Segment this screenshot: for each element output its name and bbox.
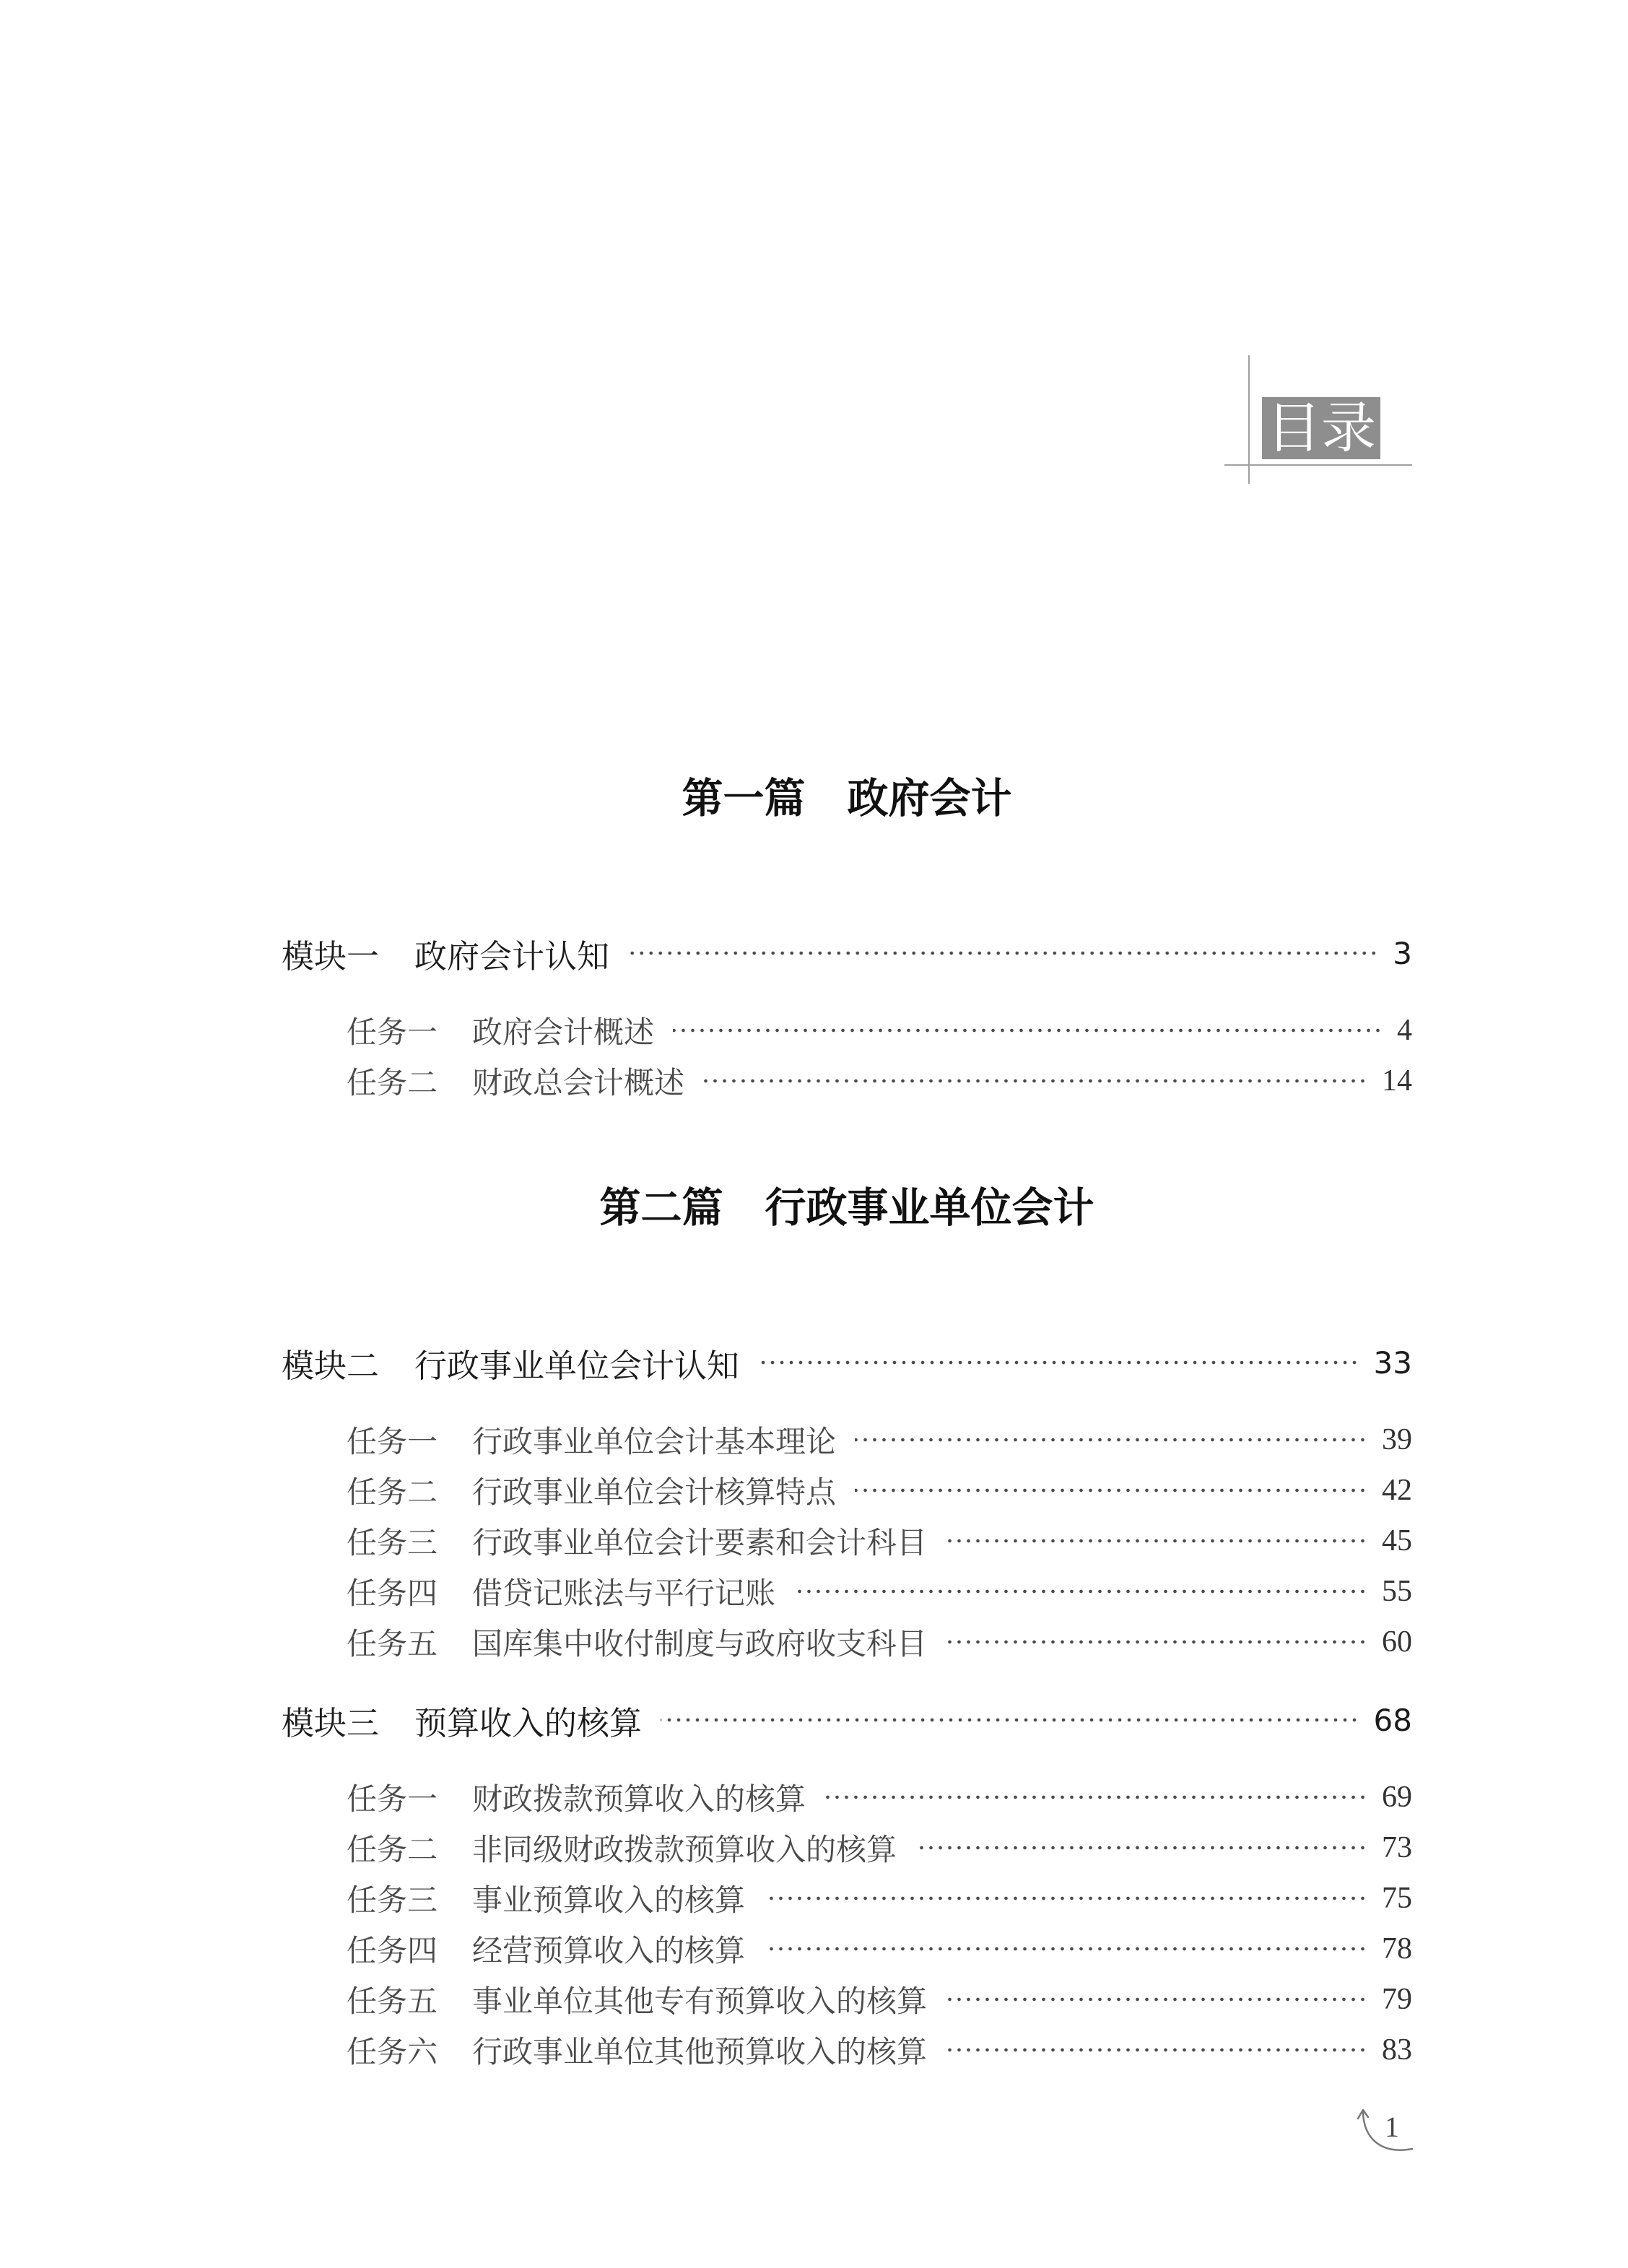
task-entry xyxy=(282,1822,1412,1873)
dot-leader xyxy=(794,1589,1367,1594)
task-title: 非同级财政拨款预算收入的核算 xyxy=(472,1832,897,1867)
part-title xyxy=(282,762,1412,835)
toc-heading: 目录 xyxy=(1262,397,1380,459)
task-entry xyxy=(282,1617,1412,1667)
task-title: 财政拨款预算收入的核算 xyxy=(472,1781,806,1817)
task-label: 任务三 xyxy=(347,1525,438,1560)
task-label: 任务二 xyxy=(347,1065,438,1100)
module-entry xyxy=(282,1337,1412,1388)
task-page-number: 69 xyxy=(1382,1781,1412,1814)
task-list xyxy=(282,1005,1412,1106)
toc-part xyxy=(282,762,1412,1106)
task-page-number: 83 xyxy=(1382,2033,1412,2067)
toc-module xyxy=(282,1337,1412,1667)
module-label: 模块三 xyxy=(282,1703,380,1742)
task-list xyxy=(282,1772,1412,2075)
task-page-number: 73 xyxy=(1382,1831,1412,1864)
task-label: 任务五 xyxy=(347,1984,438,2019)
task-title: 财政总会计概述 xyxy=(472,1065,685,1100)
dot-leader xyxy=(764,1946,1367,1952)
task-title: 借贷记账法与平行记账 xyxy=(472,1576,776,1611)
module-entry xyxy=(282,928,1412,978)
task-page-number: 78 xyxy=(1382,1932,1412,1965)
task-page-number: 42 xyxy=(1382,1474,1412,1507)
module-page-number: 33 xyxy=(1373,1344,1412,1381)
task-entry xyxy=(282,1005,1412,1056)
module-label: 模块一 xyxy=(282,937,380,976)
task-entry xyxy=(282,1772,1412,1822)
task-title: 行政事业单位会计核算特点 xyxy=(472,1474,837,1510)
task-label: 任务一 xyxy=(347,1424,438,1459)
toc-part xyxy=(282,1172,1412,2075)
page-number: 1 xyxy=(1385,2111,1399,2143)
dot-leader xyxy=(673,1027,1383,1033)
task-label: 任务二 xyxy=(347,1832,438,1867)
task-title: 政府会计概述 xyxy=(472,1014,655,1050)
task-title: 经营预算收入的核算 xyxy=(472,1933,746,1968)
dot-leader xyxy=(946,1639,1367,1645)
task-label: 任务一 xyxy=(347,1781,438,1817)
task-entry xyxy=(282,1566,1412,1617)
dot-leader xyxy=(758,1360,1359,1365)
task-page-number: 14 xyxy=(1382,1064,1412,1098)
task-page-number: 75 xyxy=(1382,1882,1412,1915)
task-title: 事业单位其他专有预算收入的核算 xyxy=(472,1984,928,2019)
dot-leader xyxy=(628,950,1378,956)
part-name: 行政事业单位会计 xyxy=(765,1183,1094,1232)
module-page-number: 68 xyxy=(1373,1702,1412,1738)
task-entry xyxy=(282,1516,1412,1566)
part-name: 政府会计 xyxy=(847,774,1012,822)
toc-module xyxy=(282,928,1412,1106)
dot-leader xyxy=(946,1997,1367,2002)
dot-leader xyxy=(703,1078,1367,1084)
task-entry xyxy=(282,1415,1412,1465)
table-of-contents xyxy=(282,762,1412,2075)
task-title: 行政事业单位会计要素和会计科目 xyxy=(472,1525,928,1560)
task-label: 任务五 xyxy=(347,1626,438,1661)
module-label: 模块二 xyxy=(282,1346,380,1385)
module-entry xyxy=(282,1695,1412,1745)
task-label: 任务四 xyxy=(347,1933,438,1968)
dot-leader xyxy=(855,1487,1367,1493)
dot-leader xyxy=(946,2047,1367,2053)
part-label: 第一篇 xyxy=(682,774,806,822)
dot-leader xyxy=(946,1538,1367,1544)
task-title: 行政事业单位会计基本理论 xyxy=(472,1424,837,1459)
task-label: 任务三 xyxy=(347,1882,438,1918)
dot-leader xyxy=(915,1845,1367,1851)
task-title: 国库集中收付制度与政府收支科目 xyxy=(472,1626,928,1661)
task-entry xyxy=(282,1924,1412,1974)
task-entry xyxy=(282,1873,1412,1924)
task-entry xyxy=(282,2025,1412,2075)
toc-module xyxy=(282,1695,1412,2075)
task-label: 任务一 xyxy=(347,1014,438,1050)
dot-leader xyxy=(764,1895,1367,1901)
dot-leader xyxy=(824,1794,1367,1800)
header-horizontal-rule xyxy=(1224,464,1412,466)
module-title: 政府会计认知 xyxy=(414,937,610,976)
task-entry xyxy=(282,1056,1412,1106)
task-page-number: 45 xyxy=(1382,1524,1412,1557)
module-title: 预算收入的核算 xyxy=(414,1703,643,1742)
task-page-number: 79 xyxy=(1382,1983,1412,2016)
part-label: 第二篇 xyxy=(599,1183,723,1232)
task-list xyxy=(282,1415,1412,1667)
task-title: 行政事业单位其他预算收入的核算 xyxy=(472,2034,928,2069)
part-title xyxy=(282,1172,1412,1244)
task-page-number: 60 xyxy=(1382,1625,1412,1659)
task-label: 任务二 xyxy=(347,1474,438,1510)
module-page-number: 3 xyxy=(1393,935,1412,971)
task-page-number: 55 xyxy=(1382,1575,1412,1608)
dot-leader xyxy=(855,1437,1367,1443)
module-title: 行政事业单位会计认知 xyxy=(414,1346,740,1385)
task-title: 事业预算收入的核算 xyxy=(472,1882,746,1918)
task-page-number: 4 xyxy=(1397,1014,1412,1047)
task-label: 任务四 xyxy=(347,1576,438,1611)
task-entry xyxy=(282,1974,1412,2025)
dot-leader xyxy=(661,1717,1359,1723)
task-entry xyxy=(282,1465,1412,1516)
task-label: 任务六 xyxy=(347,2034,438,2069)
task-page-number: 39 xyxy=(1382,1423,1412,1456)
